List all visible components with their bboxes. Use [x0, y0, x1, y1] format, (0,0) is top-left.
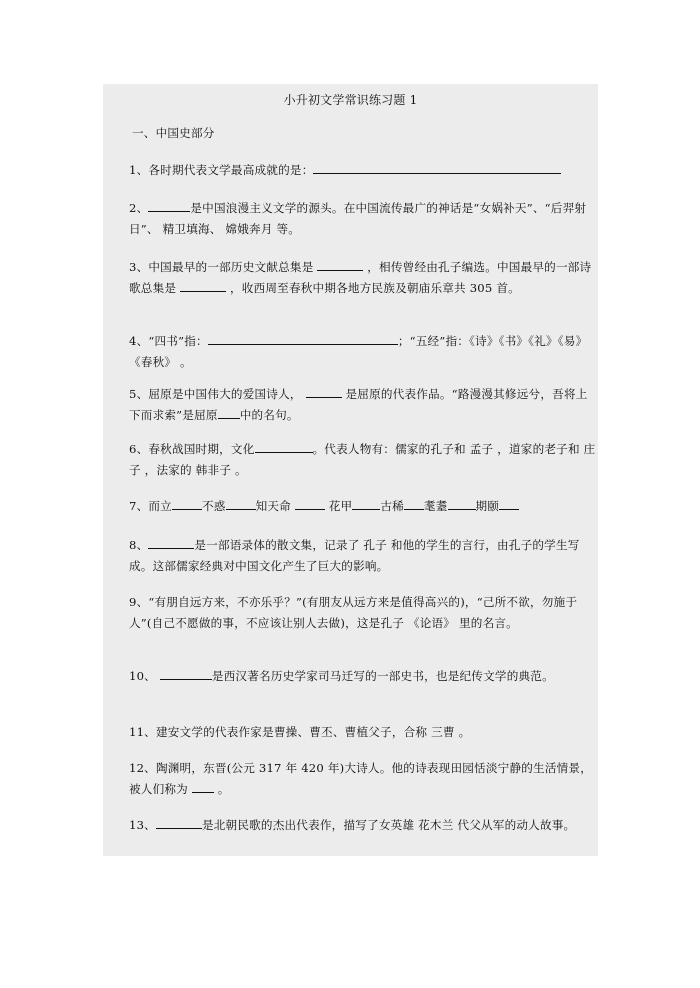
q7-f: 耄耋 [423, 499, 448, 513]
q9-text: 9、“有朋自远方来，不亦乐乎？”(有朋友从远方来是值得高兴的)，“己所不欲，勿施于人”(自己不愿做的事，不应该让别人去做)，这是孔子 《论语》 里的名言。 [129, 595, 578, 630]
q5-text-b: 是屈原的代表作品。“路漫漫其修远兮，吾将上下而求索”是屈原 [129, 387, 588, 422]
question-8 [117, 535, 599, 577]
q7-c: 知天命 [255, 499, 291, 513]
q7-blank-6[interactable] [448, 497, 476, 510]
q4-text-a: 4、“四书”指： [129, 334, 208, 348]
q3-blank-1[interactable] [317, 258, 363, 271]
q2-text: 是中国浪漫主义文学的源头。在中国流传最广的神话是“女娲补天”、“后羿射日”、 精卫填海、 嫦娥奔月 等。 [129, 201, 587, 236]
document-page [103, 84, 598, 856]
q6-text-a: 6、春秋战国时期，文化 [129, 442, 255, 456]
q13-blank[interactable] [156, 816, 202, 829]
q7-blank-3[interactable] [295, 497, 325, 510]
q7-d: 花甲 [328, 499, 353, 513]
document-title: 小升初文学常识练习题 1 [283, 93, 418, 107]
q1-blank[interactable] [313, 161, 561, 174]
q8-num: 8、 [129, 538, 149, 552]
question-5 [117, 384, 599, 426]
q7-blank-5[interactable] [404, 497, 424, 510]
q8-blank[interactable] [148, 536, 194, 549]
document-body [103, 84, 598, 856]
q12-blank[interactable] [192, 780, 214, 793]
q1-text: 1、各时期代表文学最高成就的是： [129, 163, 314, 177]
q6-blank[interactable] [255, 440, 313, 453]
q8-text: 是一部语录体的散文集，记录了 孔子 和他的学生的言行，由孔子的学生写成。这部儒家经典对中国文化产生了巨大的影响。 [129, 538, 580, 573]
question-11 [117, 722, 599, 743]
q3-text-b: ，相传曾经由孔子编选。中国最早的一部诗歌总集是 [129, 260, 592, 295]
q6-text-b: 。代表人物有：儒家的孔子和 孟子 ，道家的老子和 庄子 ，法家的 韩非子 。 [129, 442, 596, 477]
q3-text-c: ，收西周至春秋中期各地方民族及朝庙乐章共 305 首。 [229, 281, 520, 295]
q7-g: 期颐 [475, 499, 500, 513]
q7-blank-1[interactable] [172, 497, 202, 510]
question-2 [117, 198, 599, 240]
q4-text-b: ；“五经”指：《诗》《书》《礼》《易》 《春秋》 。 [129, 334, 588, 369]
q11-text: 11、建安文学的代表作家是曹操、曹丕、曹植父子，合称 三曹 。 [129, 725, 471, 739]
q7-blank-4[interactable] [352, 497, 380, 510]
q5-text-a: 5、屈原是中国伟大的爱国诗人， [129, 387, 302, 401]
q13-num: 13、 [129, 818, 156, 832]
q2-blank[interactable] [148, 199, 190, 212]
q5-blank-2[interactable] [218, 406, 240, 419]
q7-a: 7、而立 [129, 499, 172, 513]
q10-text: 是西汉著名历史学家司马迁写的一部史书，也是纪传文学的典范。 [211, 669, 554, 683]
question-4 [117, 331, 599, 373]
question-6 [117, 439, 599, 481]
q3-blank-2[interactable] [180, 279, 226, 292]
q7-blank-7[interactable] [499, 497, 519, 510]
q5-text-c: 中的名句。 [239, 408, 299, 422]
q7-e: 古稀 [380, 499, 404, 513]
q4-blank[interactable] [208, 332, 398, 345]
question-3 [117, 257, 599, 299]
q12-text-a: 12、陶渊明，东晋(公元 317 年 420 年)大诗人。他的诗表现田园恬淡宁静的生活情景，被人们称为 [129, 761, 593, 796]
q10-blank[interactable] [160, 667, 212, 680]
q2-num: 2、 [129, 201, 149, 215]
q12-text-b: 。 [217, 782, 230, 796]
question-7 [117, 496, 599, 517]
section-heading: 一、中国史部分 [132, 126, 215, 140]
q5-blank-1[interactable] [306, 385, 342, 398]
question-13 [117, 815, 599, 836]
q3-text-a: 3、中国最早的一部历史文献总集是 [129, 260, 314, 274]
q10-num: 10、 [129, 669, 156, 683]
q7-b: 不惑 [201, 499, 226, 513]
question-12 [117, 758, 599, 800]
question-1 [117, 160, 599, 181]
q13-text: 是北朝民歌的杰出代表作，描写了女英雄 花木兰 代父从军的动人故事。 [201, 818, 576, 832]
question-9 [117, 592, 599, 634]
question-10 [117, 666, 599, 687]
q7-blank-2[interactable] [226, 497, 256, 510]
